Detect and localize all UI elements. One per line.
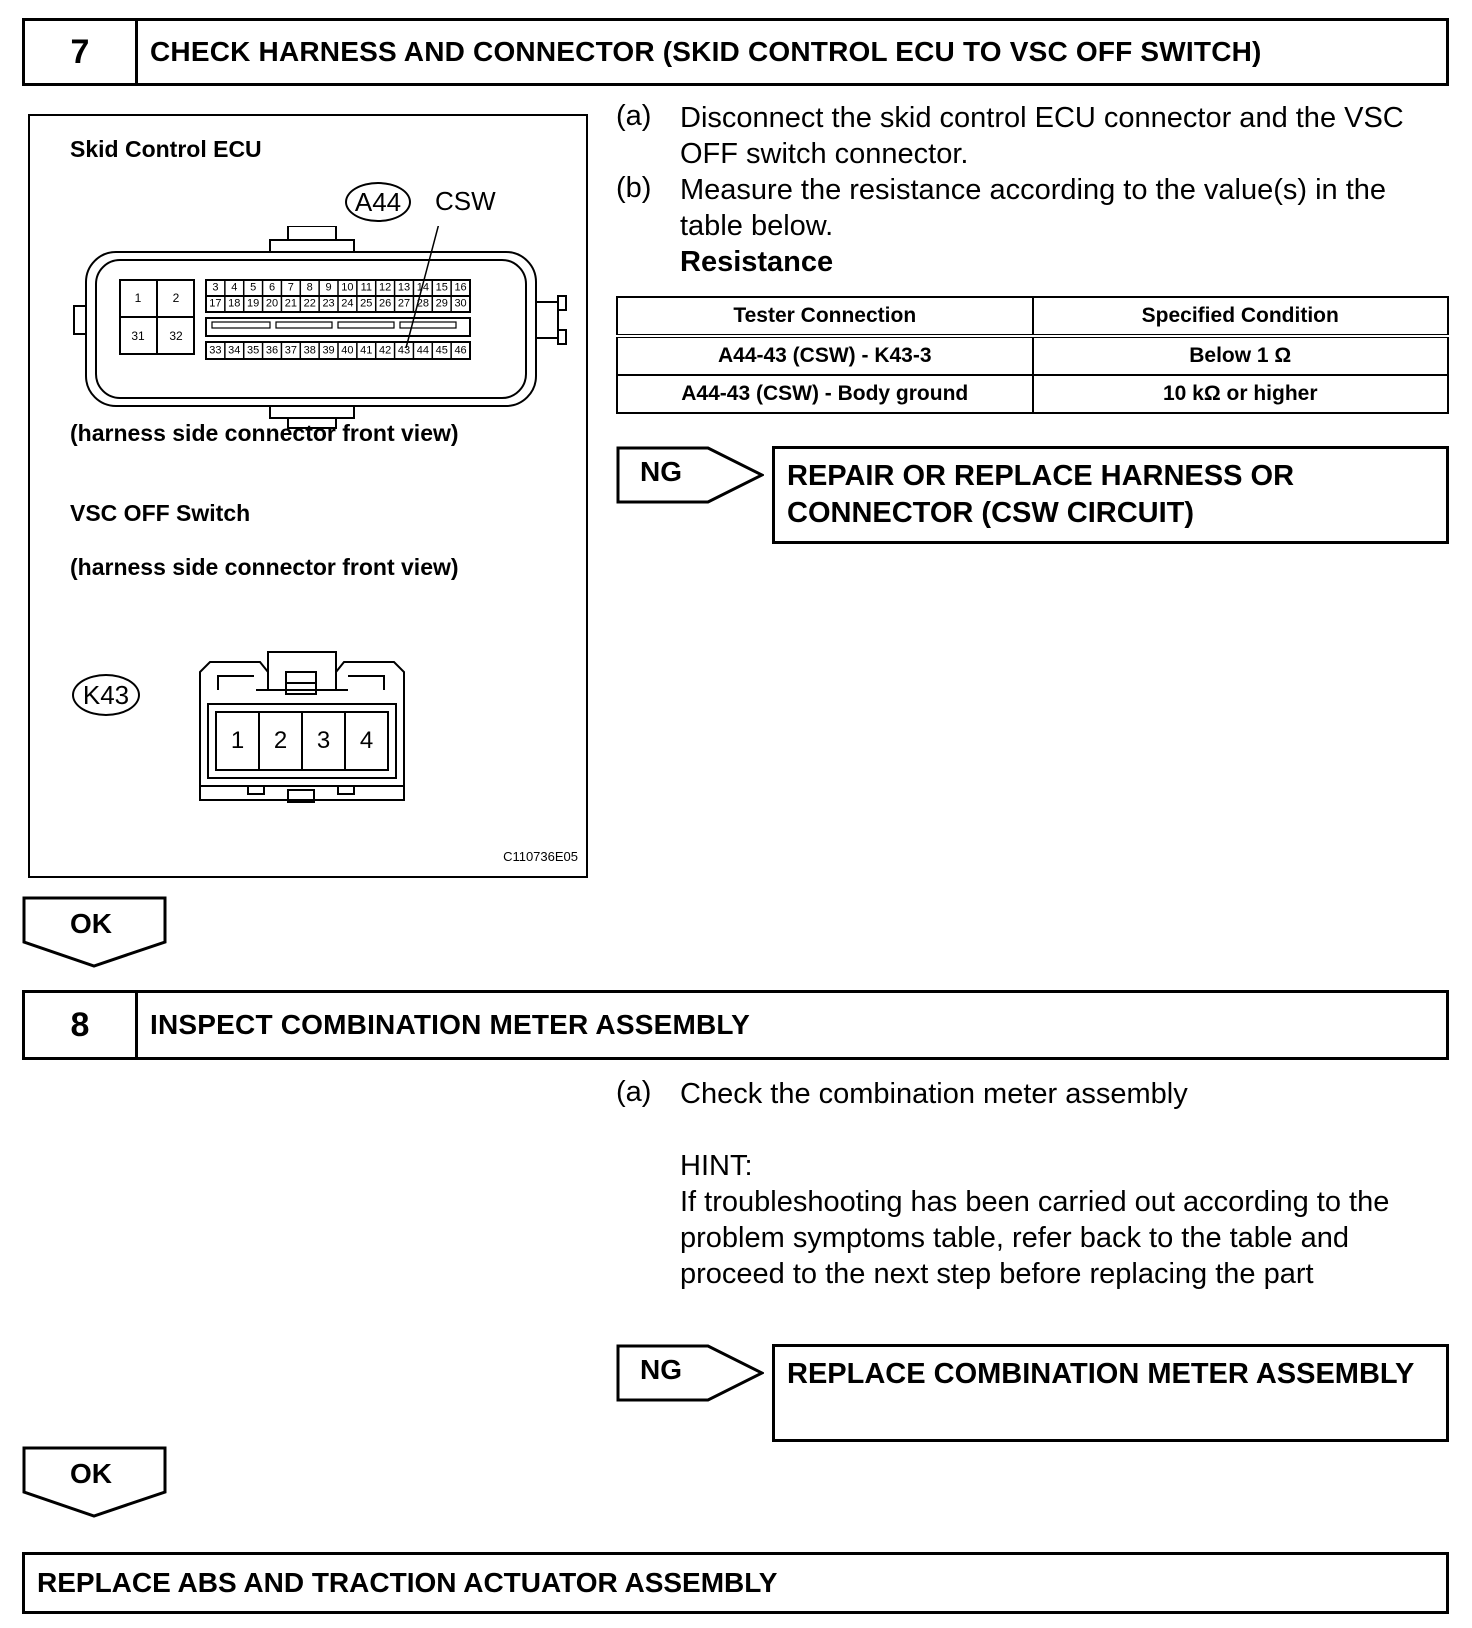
pin-label: 13 xyxy=(397,281,411,294)
table-header-cell: Tester Connection xyxy=(617,297,1033,336)
ng-arrow xyxy=(616,1344,764,1402)
pin-label: 38 xyxy=(303,344,316,357)
connector-id-k43 xyxy=(72,674,140,716)
pin-label: 27 xyxy=(397,297,411,310)
connector-id-label: A44 xyxy=(354,186,402,217)
pin-label: 14 xyxy=(416,281,429,294)
pin-label: 32 xyxy=(169,329,183,343)
pin-label: 25 xyxy=(360,297,373,310)
pin-label: 44 xyxy=(416,344,429,357)
pin-label: 1 xyxy=(134,291,142,305)
pin-label: 43 xyxy=(397,344,411,357)
instr-a-marker: (a) xyxy=(616,1076,652,1108)
ng-label: NG xyxy=(640,456,682,487)
pin-label: 5 xyxy=(250,281,257,294)
pin-label: 18 xyxy=(228,297,241,310)
ng-result-box: REPAIR OR REPLACE HARNESS OR CONNECTOR (CSW CIRCUIT) xyxy=(772,446,1449,544)
pin-label: 10 xyxy=(341,281,354,294)
pin-label: 35 xyxy=(247,344,260,357)
table-title: Resistance xyxy=(680,246,834,278)
switch-title: VSC OFF Switch xyxy=(70,500,251,526)
pin-label: 33 xyxy=(209,344,222,357)
table-cell: A44-43 (CSW) - Body ground xyxy=(617,375,1033,413)
pin-label: 1 xyxy=(230,727,245,754)
step-number: 7 xyxy=(25,21,138,83)
instr-b-marker: (b) xyxy=(616,172,652,204)
ng-arrow xyxy=(616,446,764,504)
connector-figure xyxy=(28,114,588,878)
pin-label: 30 xyxy=(454,297,467,310)
pin-label: 11 xyxy=(360,281,372,294)
step-title: INSPECT COMBINATION METER ASSEMBLY xyxy=(150,1009,751,1040)
pin-label: 23 xyxy=(322,297,335,310)
pin-label: 24 xyxy=(341,297,354,310)
pin-label: 9 xyxy=(325,281,332,294)
ng-result-box: REPLACE COMBINATION METER ASSEMBLY xyxy=(772,1344,1449,1442)
pin-label: 41 xyxy=(360,344,373,357)
pin-label: 22 xyxy=(303,297,316,310)
table-cell: 10 kΩ or higher xyxy=(1033,375,1449,413)
instr-a-marker: (a) xyxy=(616,100,652,132)
pin-label: 4 xyxy=(231,281,238,294)
final-step-box xyxy=(22,1552,1449,1614)
table-cell: Below 1 Ω xyxy=(1033,336,1449,375)
step-8-header xyxy=(22,990,1449,1060)
step-7-header xyxy=(22,18,1449,86)
pin-label: 8 xyxy=(306,281,313,294)
ecu-title: Skid Control ECU xyxy=(70,136,262,162)
instr-a-text: Check the combination meter assembly xyxy=(680,1078,1188,1110)
pin-label: 19 xyxy=(247,297,260,310)
pin-label: 2 xyxy=(172,291,180,305)
table-row xyxy=(617,336,1448,375)
table-cell: A44-43 (CSW) - K43-3 xyxy=(617,336,1033,375)
pin-label: 7 xyxy=(287,281,294,294)
pin-label: 46 xyxy=(454,344,467,357)
ecu-connector-drawing xyxy=(70,226,580,436)
table-header-row xyxy=(617,297,1448,336)
pin-label: 37 xyxy=(284,344,297,357)
step-title: CHECK HARNESS AND CONNECTOR (SKID CONTROL ECU TO VSC OFF SWITCH) xyxy=(150,36,1262,67)
pin-label: 2 xyxy=(273,727,288,754)
switch-view-label: (harness side connector front view) xyxy=(70,554,459,580)
resistance-table xyxy=(616,296,1449,414)
final-step-title: REPLACE ABS AND TRACTION ACTUATOR ASSEMBLY xyxy=(37,1567,778,1598)
ecu-view-label: (harness side connector front view) xyxy=(70,420,459,446)
pin-label: 20 xyxy=(265,297,279,310)
pin-label: 39 xyxy=(322,344,335,357)
table-header-cell: Specified Condition xyxy=(1033,297,1449,336)
step-number: 8 xyxy=(25,993,138,1057)
instr-b-text: Measure the resistance according to the value(s) in the table below. xyxy=(680,174,1387,242)
pin-label: 12 xyxy=(379,281,392,294)
csw-label: CSW xyxy=(435,186,496,216)
pin-label: 42 xyxy=(379,344,392,357)
pin-label: 34 xyxy=(228,344,241,357)
pin-label: 29 xyxy=(435,297,448,310)
hint-text: If troubleshooting has been carried out according to the problem symptoms table, refer back to the table and proceed to the next step before replacing the part xyxy=(680,1186,1390,1290)
pin-label: 4 xyxy=(359,727,374,754)
pin-label: 21 xyxy=(284,297,297,310)
pin-label: 45 xyxy=(435,344,448,357)
ng-label: NG xyxy=(640,1354,682,1385)
table-row xyxy=(617,375,1448,413)
connector-id-label: K43 xyxy=(82,679,130,710)
pin-label: 28 xyxy=(416,297,429,310)
ok-label: OK xyxy=(70,908,112,939)
hint-label: HINT: xyxy=(680,1150,753,1182)
pin-label: 6 xyxy=(268,281,276,294)
instr-a-text: Disconnect the skid control ECU connector and the VSC OFF switch connector. xyxy=(680,102,1404,170)
figure-code: C110736E05 xyxy=(503,849,578,864)
pin-label: 26 xyxy=(379,297,392,310)
ok-label: OK xyxy=(70,1458,112,1489)
pin-label: 31 xyxy=(131,329,145,343)
connector-id-a44 xyxy=(345,182,411,222)
pin-label: 15 xyxy=(435,281,448,294)
pin-label: 16 xyxy=(454,281,467,294)
pin-label: 36 xyxy=(265,344,279,357)
pin-label: 17 xyxy=(209,297,222,310)
pin-label: 3 xyxy=(316,727,331,754)
pin-label: 3 xyxy=(212,281,219,294)
pin-label: 40 xyxy=(341,344,354,357)
